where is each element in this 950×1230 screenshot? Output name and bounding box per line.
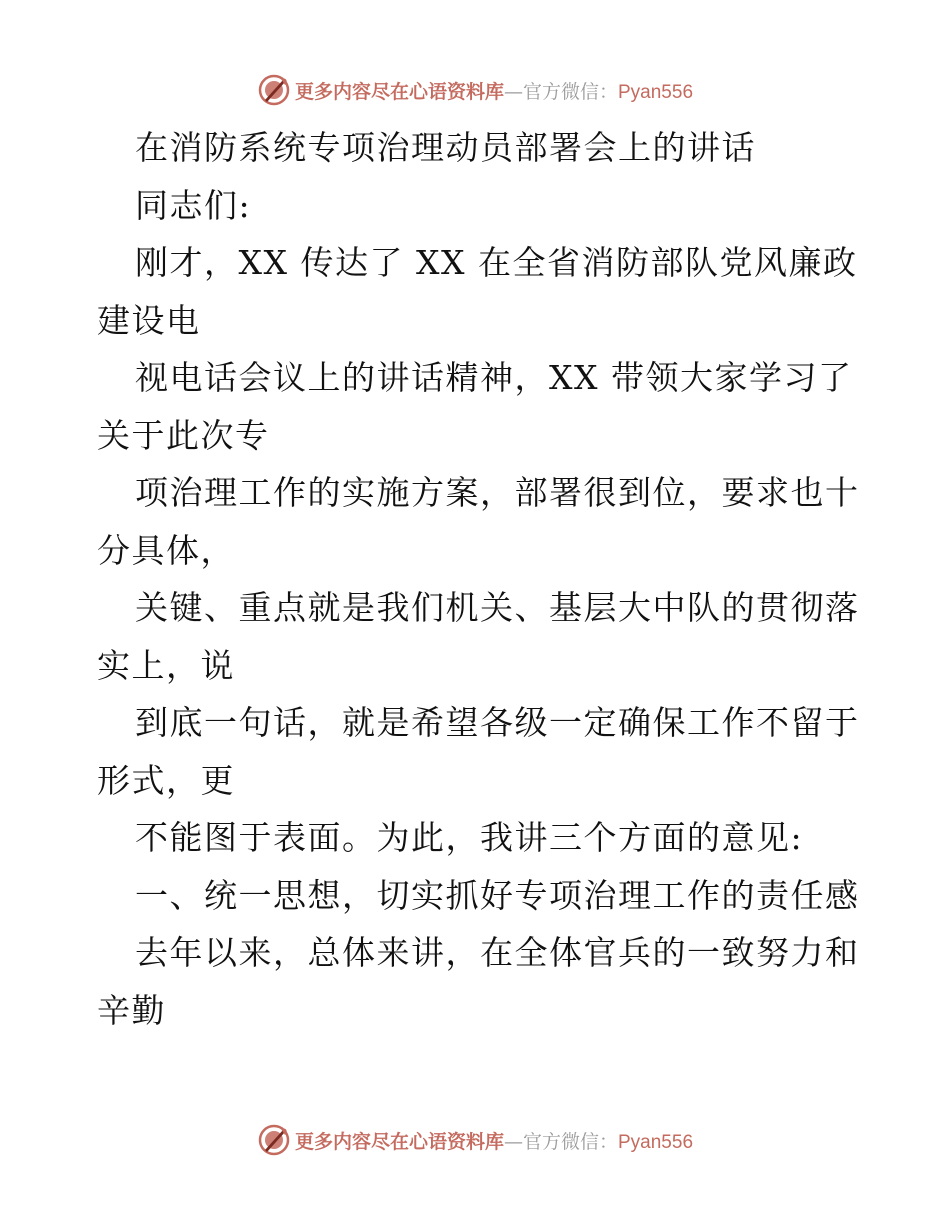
footer-watermark [0,1120,950,1160]
header-watermark [0,70,950,110]
paragraph-line: 关于此次专 [97,415,270,455]
paragraph-line: 关键、重点就是我们机关、基层大中队的贯彻落 [135,588,860,627]
watermark-wechat-id: Pyan556 [618,81,694,103]
watermark-wechat-label: 官方微信： [522,1130,618,1153]
paragraph-line: 一、统一思想，切实抓好专项治理工作的责任感 [135,875,860,915]
paragraph-line: 视电话会议上的讲话精神，XX 带领大家学习了 [135,358,853,397]
paragraph-line: 辛勤 [97,990,166,1030]
paragraph-line: 实上，说 [97,645,235,685]
quill-seal-icon [257,1123,291,1157]
watermark-text [295,1127,693,1154]
watermark-dash: — [503,80,523,103]
watermark-dash: — [503,1130,523,1153]
paragraph-line: 到底一句话，就是希望各级一定确保工作不留于 [135,703,860,742]
paragraph-line: 建设电 [97,300,201,340]
watermark-site-text: 更多内容尽在心语资料库 [294,80,504,103]
watermark-text [295,77,693,104]
paragraph-line: 刚才，XX 传达了 XX 在全省消防部队党风廉政 [135,243,858,282]
paragraph-line: 在消防系统专项治理动员部署会上的讲话 [135,128,756,167]
paragraph-line: 项治理工作的实施方案，部署很到位，要求也十 [135,473,860,512]
watermark-wechat-id: Pyan556 [618,1131,694,1153]
quill-seal-icon [257,73,291,107]
paragraph-line: 形式，更 [97,760,235,800]
watermark-site-text: 更多内容尽在心语资料库 [294,1130,504,1153]
document-body [97,119,860,1039]
paragraph-line: 同志们: [135,185,252,225]
paragraph-line: 去年以来，总体来讲，在全体官兵的一致努力和 [135,933,860,972]
paragraph-line: 不能图于表面。为此，我讲三个方面的意见: [135,818,804,857]
watermark-wechat-label: 官方微信： [522,80,618,103]
paragraph-line: 分具体， [97,530,235,570]
